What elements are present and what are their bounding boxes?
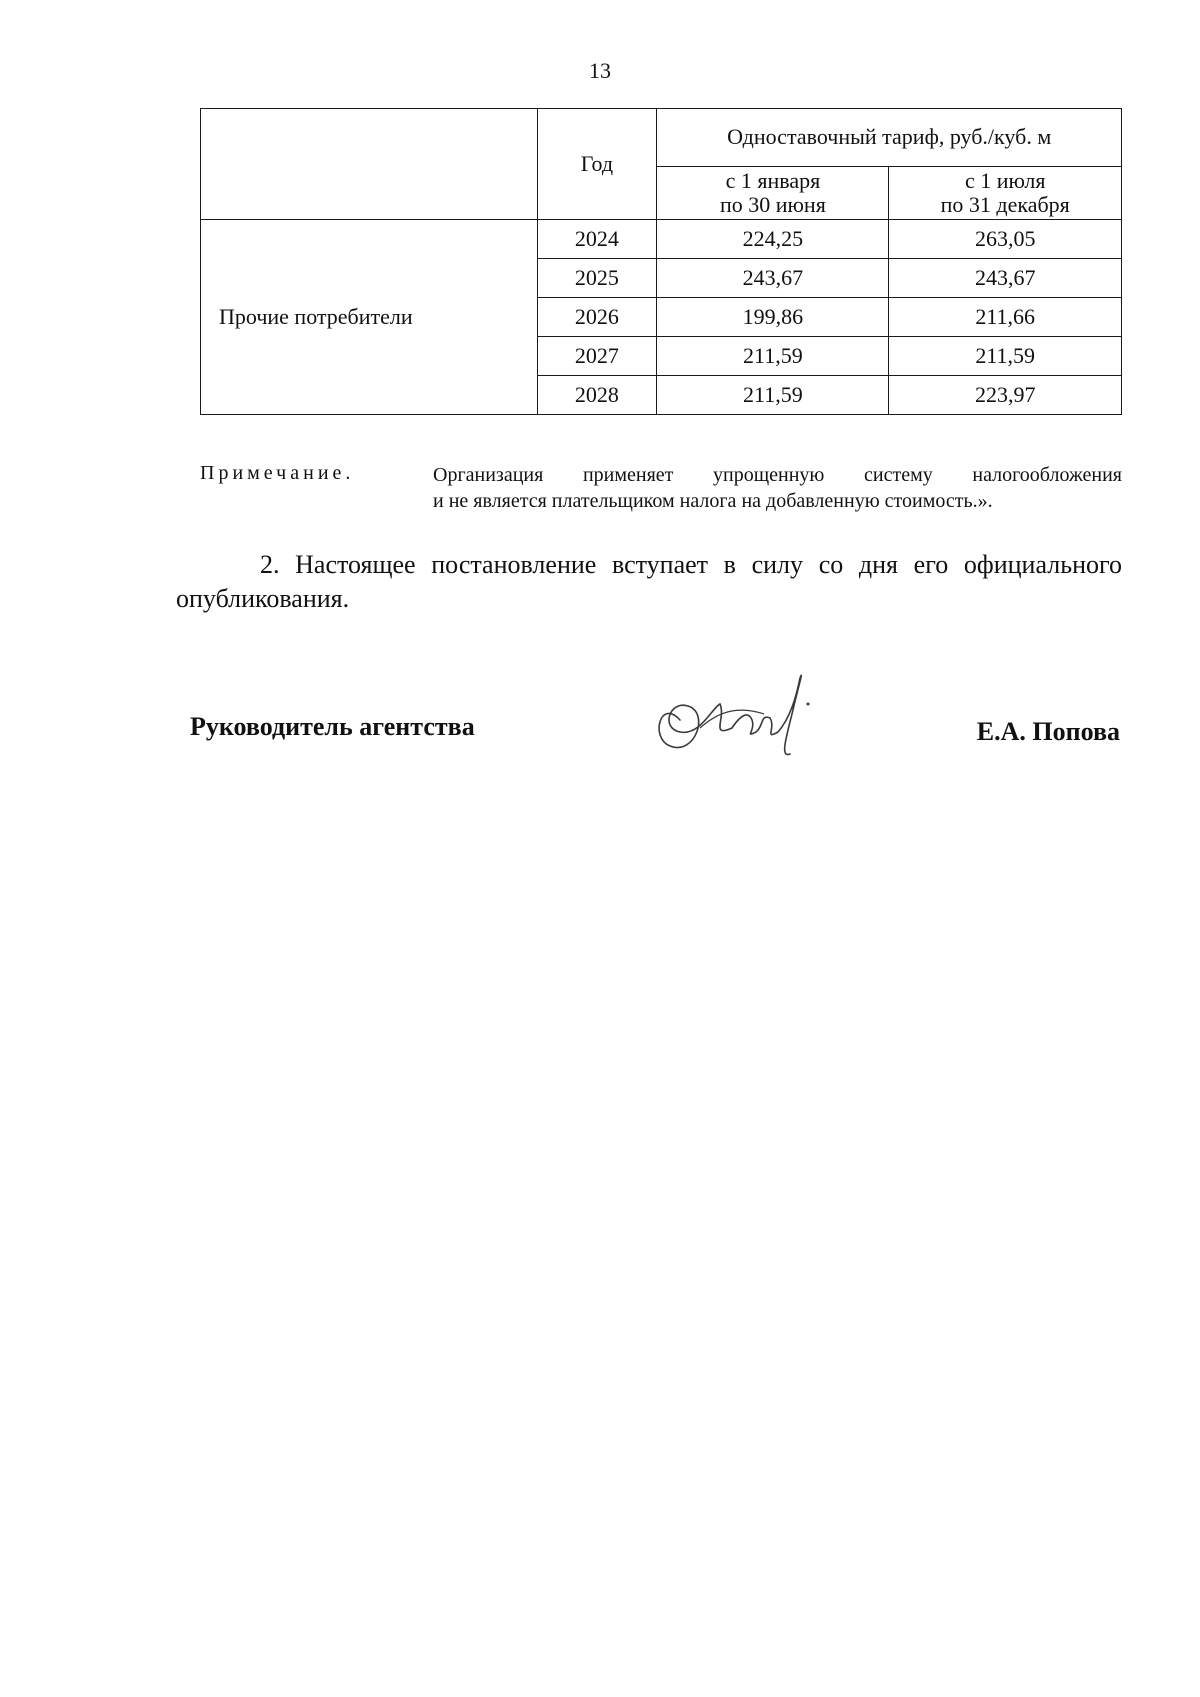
tariff-period2-cell: 211,66: [889, 298, 1122, 337]
year-cell: 2024: [537, 220, 657, 259]
period1-header-line2: по 30 июня: [719, 191, 826, 217]
year-header: Год: [537, 109, 657, 220]
period1-header: [657, 166, 889, 219]
signer-title: Руководитель агентства: [190, 712, 475, 741]
consumer-cell: Прочие потребители: [201, 220, 538, 415]
tariff-period1-cell: 211,59: [657, 376, 889, 415]
year-cell: 2026: [537, 298, 657, 337]
period2-header-line2: по 31 декабря: [940, 191, 1070, 217]
note-line-2: и не является плательщиком налога на добавленную стоимость.».: [433, 490, 993, 512]
note-label: Примечание.: [200, 462, 355, 484]
period2-header: [889, 166, 1122, 219]
table-row: [201, 220, 1122, 259]
tariff-period1-cell: 243,67: [657, 259, 889, 298]
page-number: 13: [589, 58, 611, 83]
tariff-period1-cell: 199,86: [657, 298, 889, 337]
signer-name: Е.А. Попова: [976, 717, 1120, 746]
handwritten-signature: [640, 658, 840, 768]
note-text: [433, 462, 1122, 514]
tariff-period2-cell: 263,05: [889, 220, 1122, 259]
table-corner-cell: [201, 109, 538, 220]
tariff-period2-cell: 211,59: [889, 337, 1122, 376]
tariff-period2-cell: 243,67: [889, 259, 1122, 298]
tariff-table: [200, 108, 1122, 415]
note-line-1: Организация применяет упрощенную систему налогообложения: [433, 464, 1122, 486]
year-cell: 2028: [537, 376, 657, 415]
year-cell: 2027: [537, 337, 657, 376]
tariff-header: Одноставочный тариф, руб./куб. м: [657, 109, 1122, 167]
tariff-period2-cell: 223,97: [889, 376, 1122, 415]
year-cell: 2025: [537, 259, 657, 298]
period2-header-line1: с 1 июля: [964, 167, 1046, 193]
period1-header-line1: с 1 января: [725, 167, 821, 193]
tariff-period1-cell: 211,59: [657, 337, 889, 376]
clause-2-paragraph: 2. Настоящее постановление вступает в силу со дня его официального опубликования.: [176, 550, 1122, 613]
tariff-period1-cell: 224,25: [657, 220, 889, 259]
